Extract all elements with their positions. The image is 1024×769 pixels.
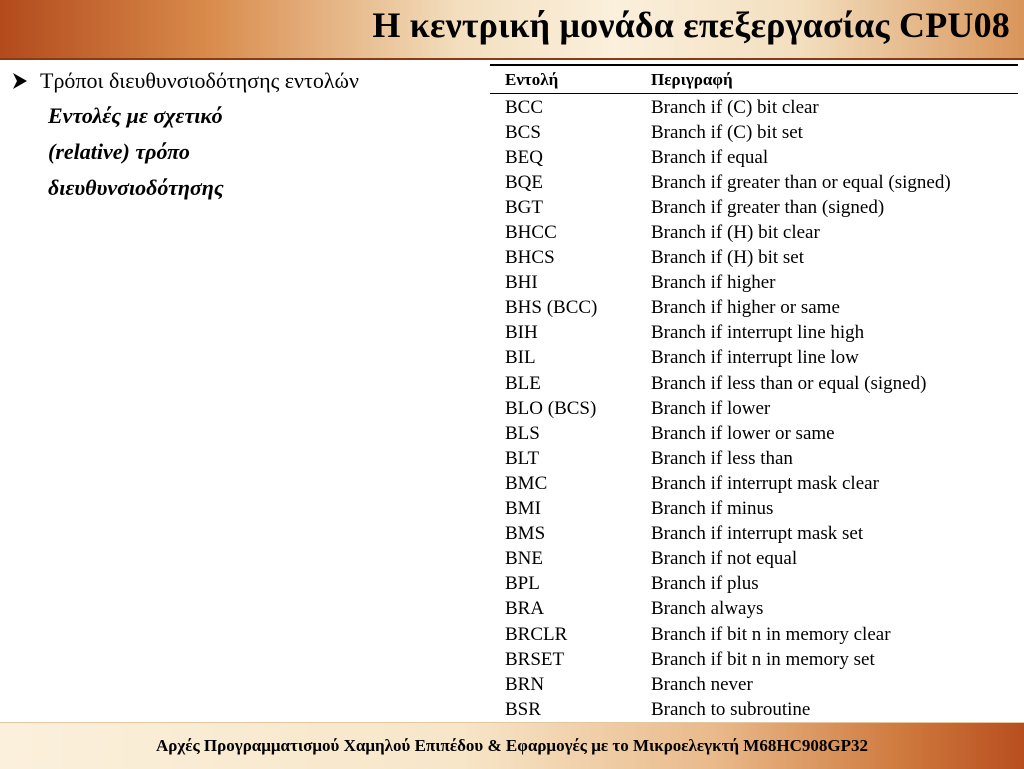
- instruction-mnemonic: BPL: [505, 573, 540, 595]
- instruction-description: Branch if greater than (signed): [651, 196, 885, 218]
- bullet-text: Τρόποι διευθυνσιοδότησης εντολών: [40, 68, 359, 93]
- instruction-mnemonic: BQE: [505, 171, 543, 193]
- instruction-description: Branch if lower: [651, 397, 771, 419]
- instruction-mnemonic: BHCS: [505, 247, 555, 269]
- instruction-description: Branch if higher or same: [651, 297, 840, 319]
- column-header-description: Περιγραφή: [651, 69, 733, 89]
- instruction-mnemonic: BRCLR: [505, 623, 568, 645]
- table-body: [490, 95, 1018, 722]
- instruction-mnemonic: BNE: [505, 548, 543, 570]
- table-row: [490, 195, 1018, 220]
- instruction-description: Branch always: [651, 598, 764, 620]
- table-row: [490, 220, 1018, 245]
- table-row: [490, 170, 1018, 195]
- bullet-item: [10, 64, 480, 98]
- instruction-mnemonic: BLT: [505, 447, 540, 469]
- instruction-mnemonic: BRN: [505, 673, 545, 695]
- instruction-mnemonic: BRA: [505, 598, 545, 620]
- instruction-mnemonic: BMC: [505, 472, 548, 494]
- instruction-description: Branch to subroutine: [651, 698, 811, 720]
- table-row: [490, 471, 1018, 496]
- instruction-mnemonic: BHI: [505, 272, 538, 294]
- instruction-description: Branch if interrupt line low: [651, 347, 859, 369]
- instruction-description: Branch if minus: [651, 498, 774, 520]
- instruction-description: Branch if interrupt line high: [651, 322, 865, 344]
- table-row: [490, 346, 1018, 371]
- table-row: [490, 522, 1018, 547]
- instruction-description: Branch if plus: [651, 573, 759, 595]
- table-row: [490, 547, 1018, 572]
- instruction-mnemonic: BHCC: [505, 222, 557, 244]
- instruction-description: Branch if interrupt mask clear: [651, 472, 879, 494]
- table-row: [490, 672, 1018, 697]
- instruction-mnemonic: BEQ: [505, 146, 543, 168]
- footer-text: Αρχές Προγραμματισμού Χαμηλού Επιπέδου & Εφαρμογές με το Μικροελεγκτή M68HC908GP32: [156, 736, 868, 755]
- table-row: [490, 271, 1018, 296]
- instruction-description: Branch if less than or equal (signed): [651, 372, 927, 394]
- instruction-mnemonic: BLO (BCS): [505, 397, 597, 419]
- sub-heading: [48, 98, 480, 206]
- table-row: [490, 647, 1018, 672]
- table-header-row: [490, 66, 1018, 93]
- instruction-description: Branch if lower or same: [651, 422, 835, 444]
- table-row: [490, 145, 1018, 170]
- table-row: [490, 95, 1018, 120]
- column-header-instruction: Εντολή: [505, 69, 559, 89]
- instruction-mnemonic: BMI: [505, 498, 541, 520]
- table-row: [490, 597, 1018, 622]
- table-row: [490, 572, 1018, 597]
- table-row: [490, 396, 1018, 421]
- table-row: [490, 497, 1018, 522]
- instruction-description: Branch if bit n in memory clear: [651, 623, 891, 645]
- table-row: [490, 421, 1018, 446]
- instruction-mnemonic: BCC: [505, 96, 544, 118]
- table-row: [490, 296, 1018, 321]
- table-row: [490, 246, 1018, 271]
- table-row: [490, 697, 1018, 722]
- slide-header: [0, 0, 1024, 58]
- sub-heading-line: (relative) τρόπο: [48, 139, 190, 164]
- instruction-mnemonic: BLE: [505, 372, 541, 394]
- instruction-mnemonic: BIH: [505, 322, 538, 344]
- instruction-description: Branch if equal: [651, 146, 769, 168]
- instruction-mnemonic: BCS: [505, 121, 541, 143]
- instruction-mnemonic: BGT: [505, 196, 543, 218]
- instruction-description: Branch if (H) bit set: [651, 247, 805, 269]
- table-row: [490, 371, 1018, 396]
- table-row: [490, 622, 1018, 647]
- instruction-description: Branch if (C) bit clear: [651, 96, 819, 118]
- instruction-description: Branch if not equal: [651, 548, 798, 570]
- instruction-description: Branch if higher: [651, 272, 776, 294]
- instruction-mnemonic: BIL: [505, 347, 536, 369]
- instruction-mnemonic: BRSET: [505, 648, 565, 670]
- sub-heading-line: Εντολές με σχετικό: [48, 103, 223, 128]
- instruction-mnemonic: BLS: [505, 422, 540, 444]
- instruction-description: Branch if less than: [651, 447, 793, 469]
- slide-footer: [0, 722, 1024, 769]
- instruction-description: Branch if (C) bit set: [651, 121, 803, 143]
- instruction-description: Branch if interrupt mask set: [651, 523, 864, 545]
- left-content: [10, 64, 480, 206]
- instruction-description: Branch never: [651, 673, 753, 695]
- table-row: [490, 446, 1018, 471]
- header-divider: [0, 58, 1024, 60]
- table-row: [490, 120, 1018, 145]
- arrowhead-bullet-icon: [10, 64, 40, 98]
- instruction-description: Branch if bit n in memory set: [651, 648, 875, 670]
- instruction-mnemonic: BMS: [505, 523, 546, 545]
- instruction-table: [490, 64, 1018, 722]
- instruction-mnemonic: BSR: [505, 698, 541, 720]
- table-header-rule: [490, 93, 1018, 94]
- instruction-description: Branch if greater than or equal (signed): [651, 171, 951, 193]
- instruction-mnemonic: BHS (BCC): [505, 297, 598, 319]
- instruction-description: Branch if (H) bit clear: [651, 222, 820, 244]
- table-row: [490, 321, 1018, 346]
- slide-title: Η κεντρική μονάδα επεξεργασίας CPU08: [372, 5, 1010, 45]
- sub-heading-line: διευθυνσιοδότησης: [48, 175, 224, 200]
